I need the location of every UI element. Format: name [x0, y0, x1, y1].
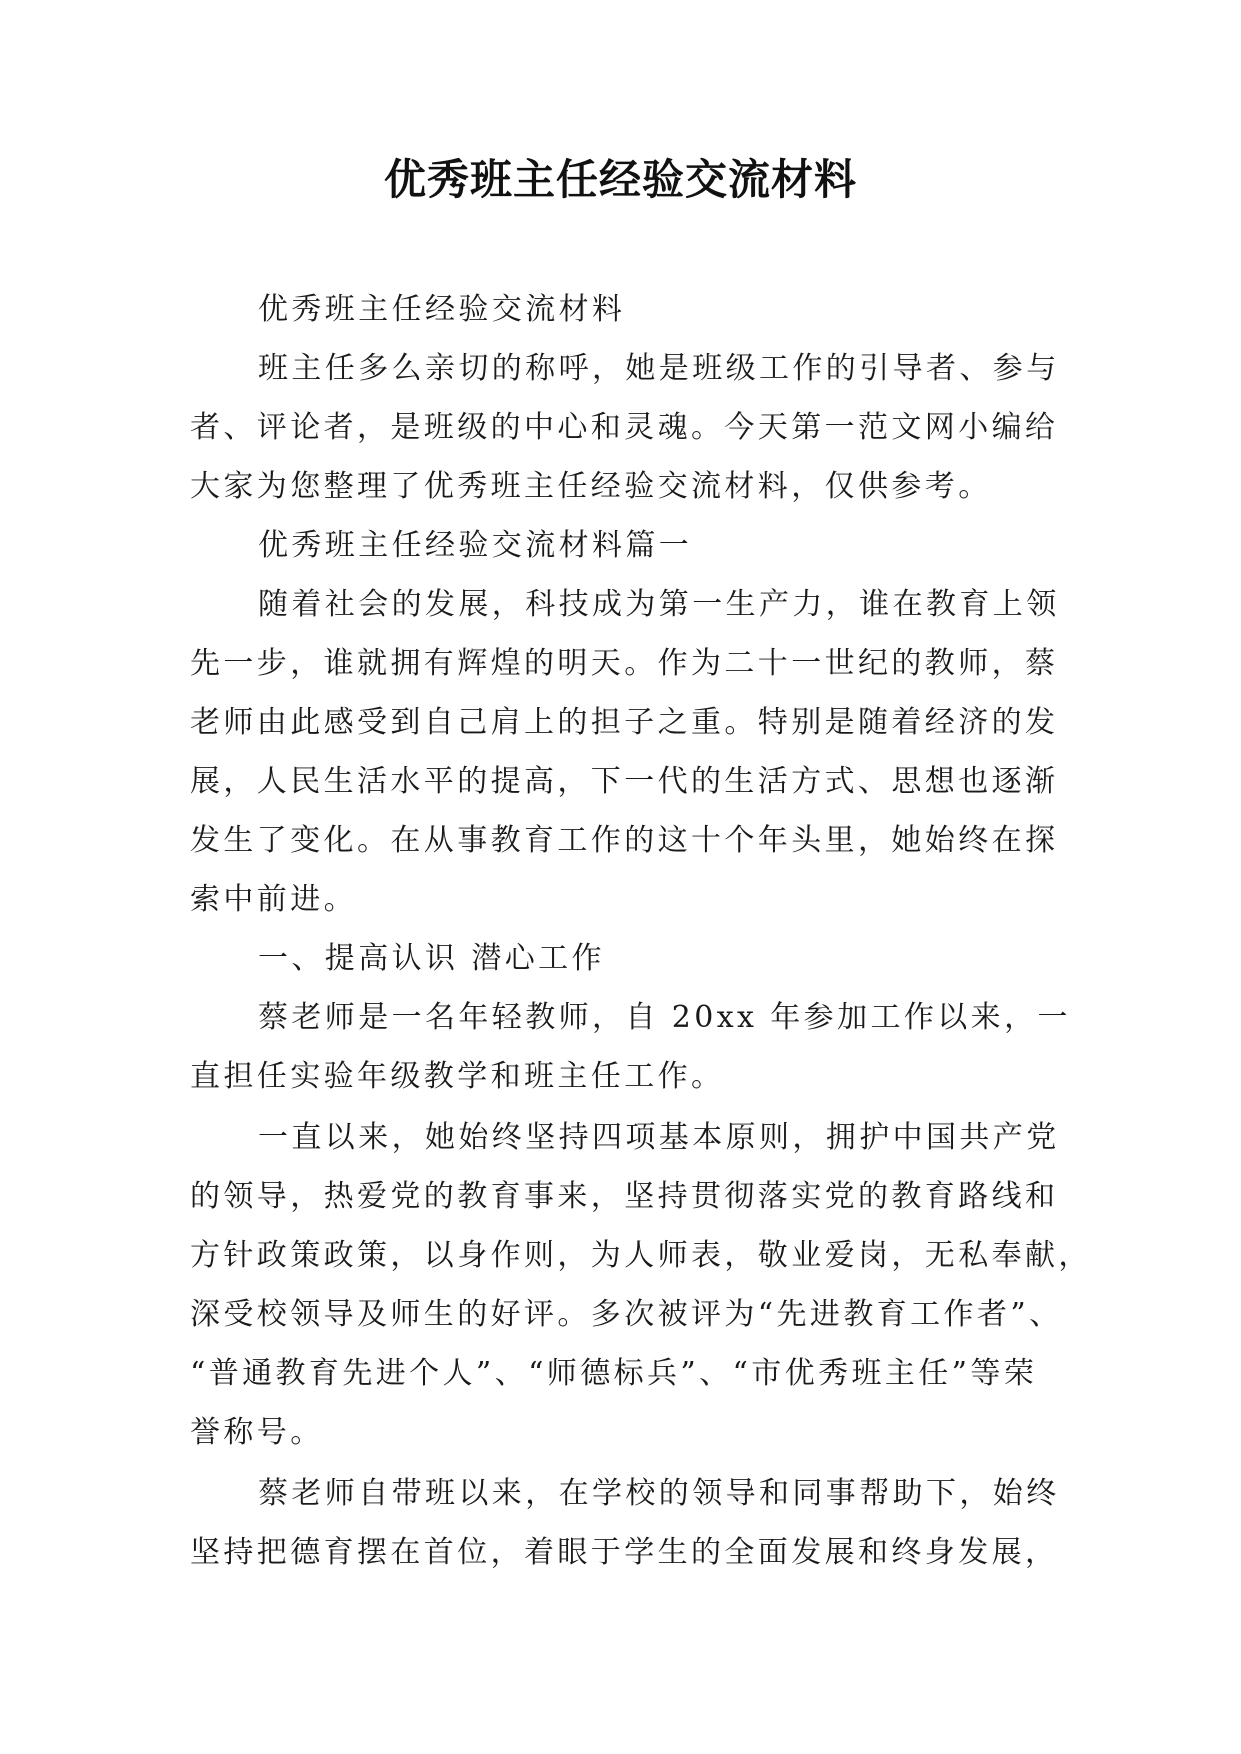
body-line: 深受校领导及师生的好评。多次被评为“先进教育工作者”、	[190, 1297, 1063, 1332]
body-line: 坚持把德育摆在首位，着眼于学生的全面发展和终身发展，	[190, 1535, 1059, 1570]
document-title: 优秀班主任经验交流材料	[383, 155, 857, 204]
body-line: 者、评论者，是班级的中心和灵魂。今天第一范文网小编给	[190, 410, 1059, 445]
body-line: 直担任实验年级教学和班主任工作。	[190, 1059, 725, 1094]
section-heading: 一、提高认识 潜心工作	[258, 941, 605, 976]
body-line: 展，人民生活水平的提高，下一代的生活方式、思想也逐渐	[190, 764, 1059, 799]
body-line: 优秀班主任经验交流材料篇一	[258, 528, 693, 563]
body-line: 随着社会的发展，科技成为第一生产力，谁在教育上领	[258, 587, 1060, 622]
body-line: 蔡老师自带班以来，在学校的领导和同事帮助下，始终	[258, 1476, 1060, 1511]
body-line: 老师由此感受到自己肩上的担子之重。特别是随着经济的发	[190, 705, 1059, 740]
body-line: 索中前进。	[190, 882, 357, 917]
body-line: 方针政策政策，以身作则，为人师表，敬业爱岗，无私奉献，	[190, 1238, 1092, 1273]
body-line: 誉称号。	[190, 1415, 324, 1450]
body-line: 大家为您整理了优秀班主任经验交流材料，仅供参考。	[190, 469, 992, 504]
body-line: 班主任多么亲切的称呼，她是班级工作的引导者、参与	[258, 351, 1060, 386]
body-line: 蔡老师是一名年轻教师，自 20xx 年参加工作以来，一	[258, 1000, 1071, 1035]
body-line: 优秀班主任经验交流材料	[258, 292, 626, 327]
body-line: 发生了变化。在从事教育工作的这十个年头里，她始终在探	[190, 823, 1059, 858]
body-line: 的领导，热爱党的教育事来，坚持贯彻落实党的教育路线和	[190, 1179, 1059, 1214]
body-line: “普通教育先进个人”、“师德标兵”、“市优秀班主任”等荣	[190, 1356, 1038, 1391]
body-line: 先一步，谁就拥有辉煌的明天。作为二十一世纪的教师，蔡	[190, 646, 1059, 681]
body-line: 一直以来，她始终坚持四项基本原则，拥护中国共产党	[258, 1120, 1060, 1155]
